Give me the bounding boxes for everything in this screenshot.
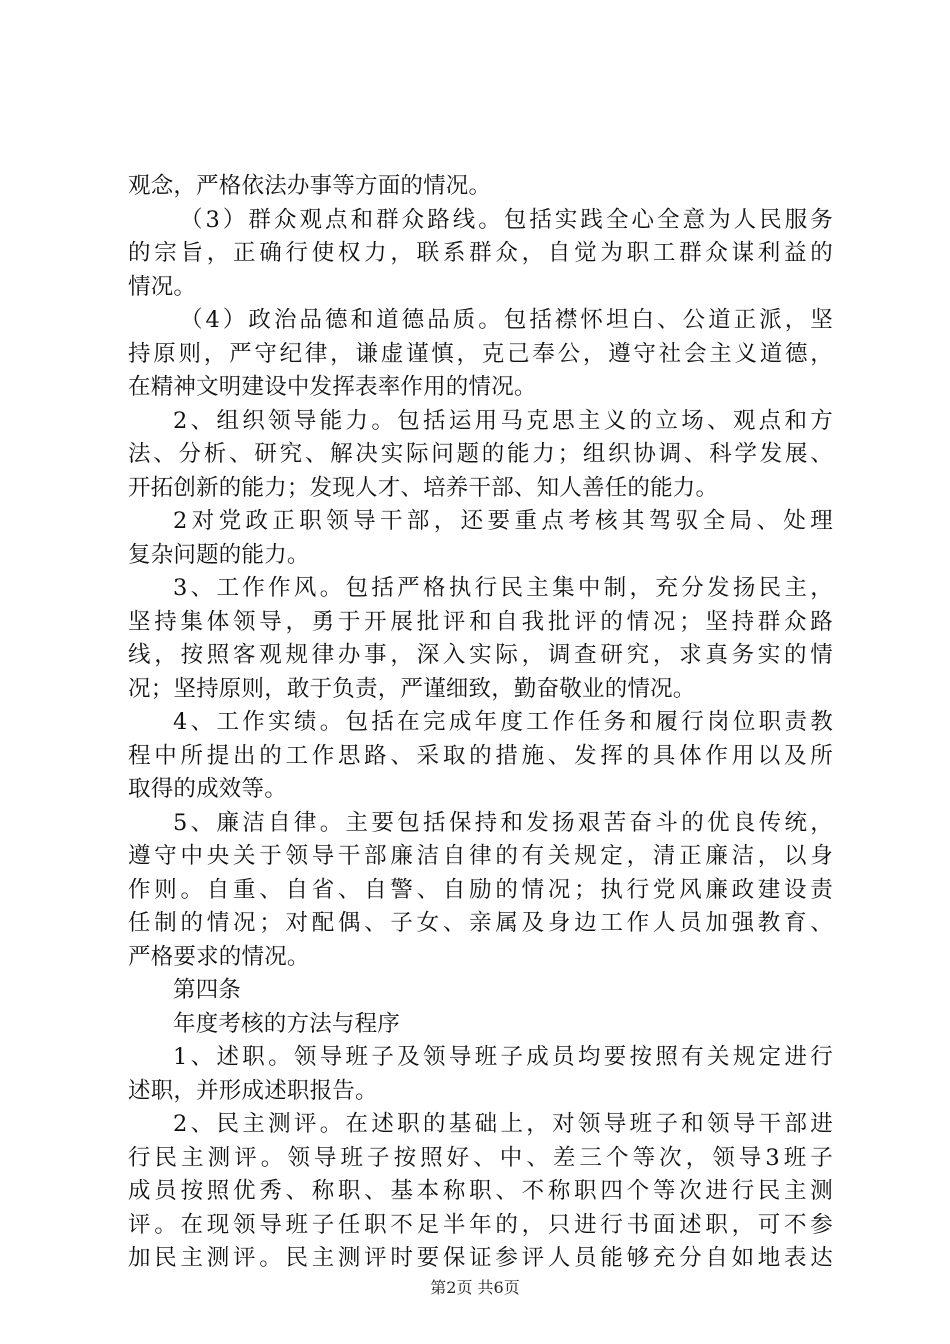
text-line: 坚持集体领导，勇于开展批评和自我批评的情况；坚持群众路 (128, 608, 833, 635)
text-line: （3）群众观点和群众路线。包括实践全心全意为人民服务 (180, 206, 833, 233)
text-line: 1、述职。领导班子及领导班子成员均要按照有关规定进行 (173, 1044, 833, 1070)
text-line: 开拓创新的能力；发现人才、培养干部、知人善任的能力。 (128, 474, 719, 501)
text-line: 行民主测评。领导班子按照好、中、差三个等次，领导3班子 (128, 1144, 833, 1171)
text-line: 作则。自重、自省、自警、自励的情况；执行党风廉政建设责 (128, 876, 833, 903)
text-line: 程中所提出的工作思路、采取的措施、发挥的具体作用以及所 (128, 742, 833, 769)
text-line: 遵守中央关于领导干部廉洁自律的有关规定，清正廉洁，以身 (128, 843, 833, 869)
text-line: 4、工作实绩。包括在完成年度工作任务和履行岗位职责教 (173, 709, 833, 735)
text-line: 3、工作作风。包括严格执行民主集中制，充分发扬民主， (173, 575, 833, 601)
article-heading: 第四条 (173, 977, 242, 1003)
text-line: 复杂问题的能力。 (128, 541, 310, 568)
text-line: 观念，严格依法办事等方面的情况。 (128, 173, 492, 199)
text-line: 的宗旨，正确行使权力，联系群众，自觉为职工群众谋利益的 (128, 240, 833, 266)
document-body (128, 170, 833, 1276)
text-line: 法、分析、研究、解决实际问题的能力；组织协调、科学发展、 (128, 441, 833, 467)
text-line: 任制的情况；对配偶、子女、亲属及身边工作人员加强教育、 (128, 910, 833, 936)
text-line: 情况。 (128, 273, 197, 300)
text-line: 加民主测评。民主测评时要保证参评人员能够充分自如地表达 (128, 1245, 833, 1271)
text-line: 5、廉洁自律。主要包括保持和发扬艰苦奋斗的优良传统， (173, 809, 833, 836)
text-line: 取得的成效等。 (128, 776, 287, 802)
page-footer: 第2页 共6页 (430, 1278, 520, 1297)
section-heading: 年度考核的方法与程序 (173, 1010, 401, 1037)
text-line: 成员按照优秀、称职、基本称职、不称职四个等次进行民主测 (128, 1178, 833, 1204)
text-line: 线，按照客观规律办事，深入实际，调查研究，求真务实的情 (128, 642, 833, 668)
text-line: 2对党政正职领导干部，还要重点考核其驾驭全局、处理 (173, 508, 833, 534)
text-line: 在精神文明建设中发挥表率作用的情况。 (128, 374, 537, 400)
text-line: 持原则，严守纪律，谦虚谨慎，克己奉公，遵守社会主义道德， (128, 340, 833, 367)
text-line: 评。在现领导班子任职不足半年的，只进行书面述职，可不参 (128, 1211, 833, 1238)
text-line: 述职，并形成述职报告。 (128, 1077, 378, 1104)
text-line: 况；坚持原则，敢于负责，严谨细致，勤奋敬业的情况。 (128, 675, 696, 702)
text-line: 严格要求的情况。 (128, 943, 310, 970)
text-line: 2、民主测评。在述职的基础上，对领导班子和领导干部进 (173, 1111, 833, 1137)
text-line: （4）政治品德和道德品质。包括襟怀坦白、公道正派，坚 (180, 307, 833, 333)
text-line: 2、组织领导能力。包括运用马克思主义的立场、观点和方 (173, 407, 833, 434)
